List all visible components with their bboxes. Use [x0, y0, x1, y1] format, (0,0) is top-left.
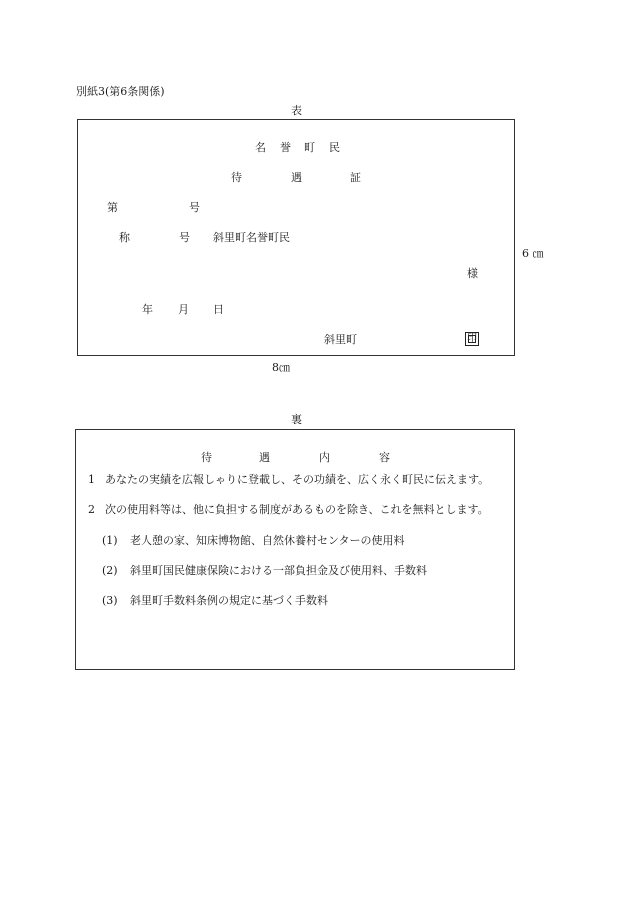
- honorific: 様: [467, 267, 478, 280]
- date-year: 年: [142, 303, 153, 316]
- back-title-char: 容: [379, 451, 390, 464]
- issuer-name: 斜里町: [324, 333, 357, 346]
- dimension-width: 8㎝: [272, 361, 290, 374]
- front-title-char: 民: [329, 141, 340, 154]
- front-title-char: 名: [255, 141, 266, 154]
- benefit-subitem-number: (2): [102, 564, 118, 577]
- benefit-subitem-text: 斜里町手数料条例の規定に基づく手数料: [130, 594, 328, 607]
- front-subtitle-char: 待: [231, 171, 242, 184]
- date-month: 月: [178, 303, 189, 316]
- front-side-label: 表: [291, 104, 302, 117]
- annex-label: 別紙3(第6条関係): [76, 85, 165, 98]
- number-suffix: 号: [189, 201, 200, 214]
- front-card: [77, 119, 515, 356]
- benefit-item-text: 次の使用料等は、他に負担する制度があるものを除き、これを無料とします。: [105, 503, 489, 516]
- front-title-char: 町: [304, 141, 315, 154]
- benefit-item-number: 2: [88, 503, 95, 516]
- benefit-item-number: 1: [88, 473, 95, 486]
- front-subtitle-char: 証: [350, 171, 361, 184]
- back-side-label: 裏: [291, 413, 302, 426]
- date-day: 日: [213, 303, 224, 316]
- title-label: 称: [119, 231, 130, 244]
- back-title-char: 内: [319, 451, 330, 464]
- dimension-height: 6 ㎝: [522, 247, 544, 260]
- back-title-char: 遇: [259, 451, 270, 464]
- back-title-char: 待: [201, 451, 212, 464]
- benefit-item-text: あなたの実績を広報しゃりに登載し、その功績を、広く永く町民に伝えます。: [105, 473, 490, 486]
- front-title-char: 誉: [280, 141, 291, 154]
- title-value: 斜里町名誉町民: [213, 231, 290, 244]
- number-prefix: 第: [107, 201, 118, 214]
- benefit-subitem-number: (3): [102, 594, 118, 607]
- seal-icon: 印: [467, 333, 477, 344]
- back-card: [75, 429, 515, 670]
- front-subtitle-char: 遇: [291, 171, 302, 184]
- benefit-subitem-text: 老人憩の家、知床博物館、自然休養村センターの使用料: [130, 534, 405, 547]
- benefit-subitem-number: (1): [102, 534, 118, 547]
- benefit-subitem-text: 斜里町国民健康保険における一部負担金及び使用料、手数料: [130, 564, 427, 577]
- title-label-suffix: 号: [179, 231, 190, 244]
